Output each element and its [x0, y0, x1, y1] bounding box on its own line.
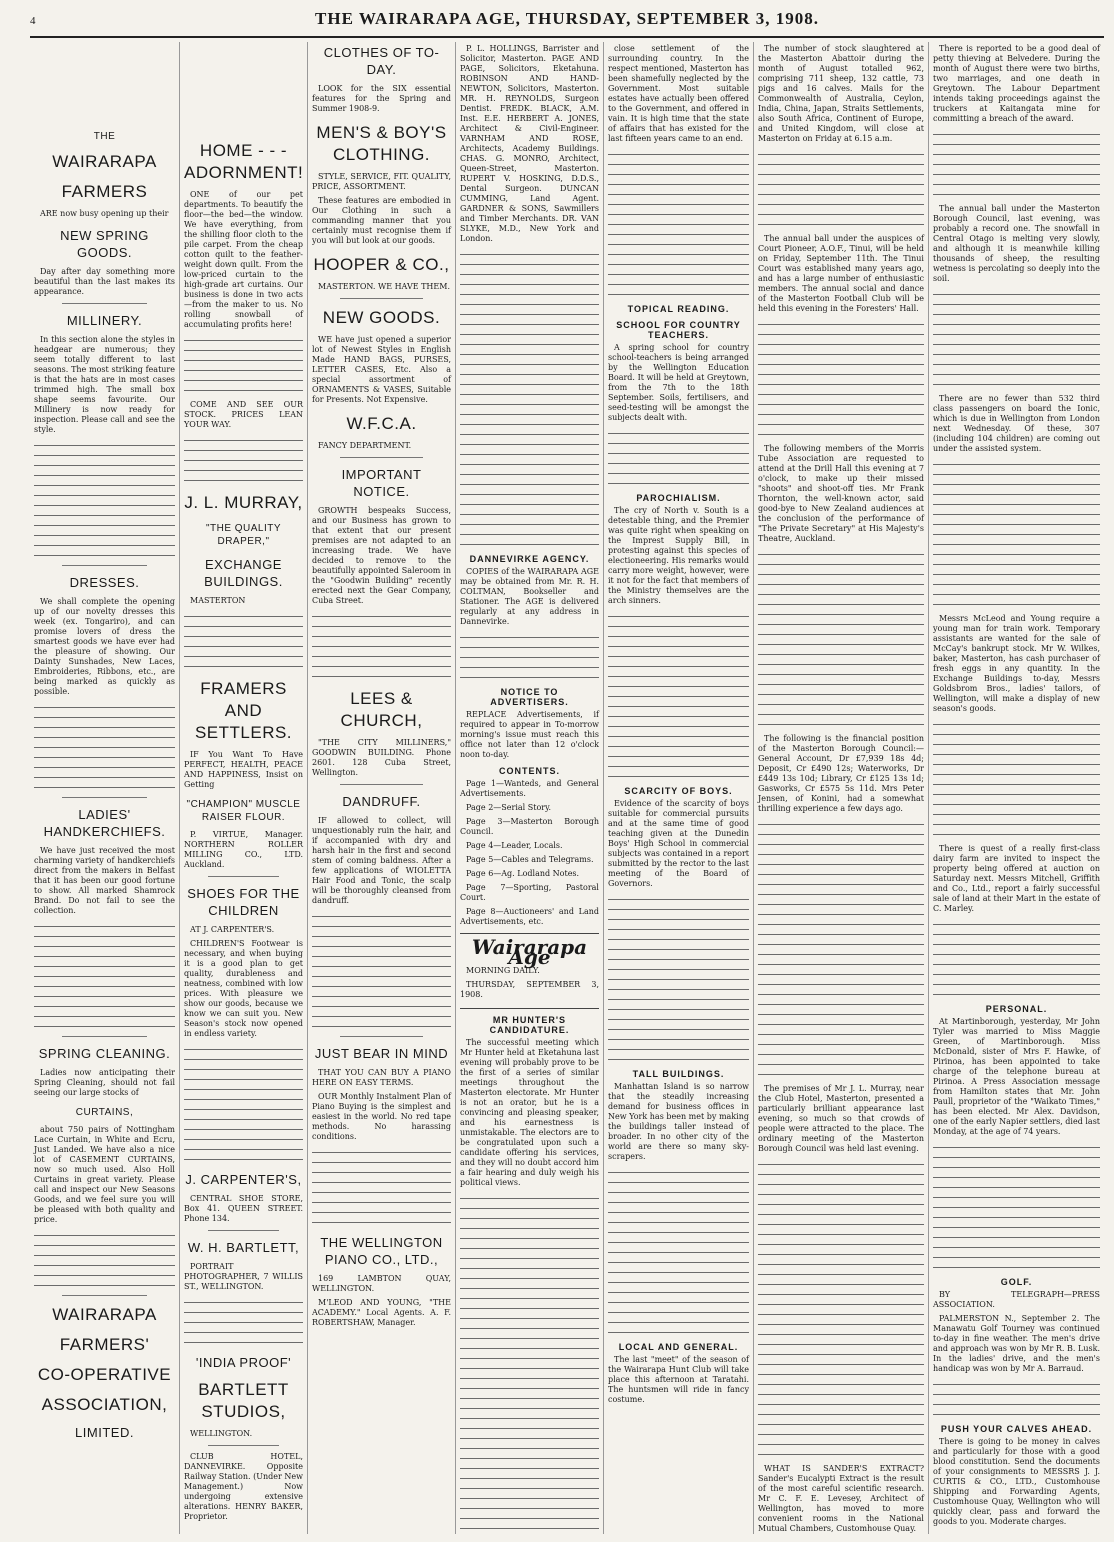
col6-body-c: The following members of the Morris Tube Association are requested to attend at the Drill Hall this evening at 7 o'clock, to make up their missed "shoots" and shoot-off ties. Mr Frank Thornton, the well-known actor, said good-bye to New Zealand audiences at the conclusion of the performance of "The Private Secretary" at His Majesty's Theatre, Auckland. [758, 444, 924, 543]
calves-head: PUSH YOUR CALVES AHEAD. [940, 1424, 1093, 1434]
wfca-sub: FANCY DEPARTMENT. [318, 441, 412, 450]
column-2 [180, 42, 308, 1534]
col6-body-e: The premises of Mr J. L. Murray, near the Club Hotel, Masterton, presented a particularly brilliant appearance last evening, so much so that crowds of people were attracted to the place. The ordinary meeting of the Masterton Borough Council was held last evening. [758, 1084, 924, 1153]
shoes-head: SHOES FOR THE CHILDREN [187, 886, 300, 918]
murray-head: J. L. MURRAY, [184, 493, 303, 512]
bear-sub: THAT YOU CAN BUY A PIANO HERE ON EASY TERMS. [312, 1068, 451, 1087]
lees-head: LEES & CHURCH, [340, 689, 423, 730]
parochial-head: PAROCHIALISM. [636, 493, 721, 503]
mens-list: STYLE, SERVICE, FIT. QUALITY, PRICE, ASSORTMENT. [312, 172, 451, 191]
paper-sub: MORNING DAILY. [466, 966, 540, 975]
contents-item: Page 5—Cables and Telegrams. [466, 855, 594, 864]
hunter-head: MR HUNTER'S CANDIDATURE. [489, 1015, 570, 1035]
contents-item: Page 6—Ag. Lodland Notes. [466, 869, 580, 878]
col7-body-b: The annual ball under the Masterton Borough Council, last evening, was probably a record one. The snowfall in Central Otago is melting very slowly, and although it is meanwhile killing thousands of sheep, the resulting wetness is percolating so deeply into the soil. [933, 204, 1100, 283]
carpenter-sub: CENTRAL SHOE STORE, Box 41. QUEEN STREET. Phone 134. [184, 1194, 303, 1223]
column-5 [604, 42, 754, 1534]
golf-head: GOLF. [1000, 1277, 1033, 1287]
new-goods-body: WE have just opened a superior lot of Newest Styles in English Made HAND BAGS, PURSES, LETTER CASES, Etc. Also a special assortment of ORNAMENTS & VASES, Suitable for Presents. Not Expensive. [312, 335, 451, 404]
col7-body-e: There is quest of a really first-class dairy farm are invited to inspect the property being offered at auction on Saturday next. Messrs Mitchell, Griffith and Co., Ltd., report a fairly successful sale of land at their Mart in the estate of C. Marley. [933, 844, 1100, 913]
piano-sub: 169 LAMBTON QUAY, WELLINGTON. [312, 1274, 451, 1293]
school-body: A spring school for country school-teachers is being arranged by the Wellington Education Board. It will be held at Greytown, from the 7th to the 18th September. Soils, fertilisers, and seed-testing will be amongst the subjects dealt with. [608, 343, 749, 422]
col7-body-a: There is reported to be a good deal of petty thieving at Belvedere. During the month of August there were two births, two marriages, and one death in Greytown. The Labour Department intends taking proceedings against the truckers at Kaitangata mine for committing a breach of the award. [933, 44, 1100, 123]
carpenter-head: J. CARPENTER'S, [185, 1172, 302, 1187]
col7-body-d: Messrs McLeod and Young require a young man for train work. Temporary assistants are wanted for the sale of McCay's bankrupt stock. Mr W. Wilkes, baker, Masterton, has cash purchaser of fresh eggs in any quantity. In the Exchange Buildings to-day, Messrs Goldsbrom Bros., ladies' tailors, of Wellington, will make a display of new season's goods. [933, 614, 1100, 713]
mcleod: M'LEOD AND YOUNG, "THE ACADEMY." Local Agents. A. F. ROBERTSHAW, Manager. [312, 1298, 451, 1327]
clothes-body: LOOK for the SIX essential features for the Spring and Summer 1908-9. [312, 84, 451, 113]
coop-cooperative: CO-OPERATIVE [37, 1365, 172, 1384]
contents-item: Page 7—Sporting, Pastoral Court. [460, 883, 599, 902]
topical-head: TOPICAL READING. [627, 304, 730, 314]
personal-head: PERSONAL. [985, 1004, 1048, 1014]
column-6 [754, 42, 929, 1534]
clothes-head: CLOTHES OF TO-DAY. [323, 45, 440, 77]
page-number: 4 [30, 15, 37, 27]
come-see: COME AND SEE OUR STOCK. PRICES LEAN YOUR WAY. [184, 400, 303, 429]
millinery-body: In this section alone the styles in headgear are numerous; they seem totally different to last seasons. The most striking feature is that the hats are in most cases trimmed high. The small box shape seems favourite. Our Millinery is now ready for inspection. Please call and see the style. [34, 335, 175, 434]
bear-body: OUR Monthly Instalment Plan of Piano Buying is the simplest and easiest in the world. No red tape methods. No harassing conditions. [312, 1092, 451, 1141]
bartlett-studios: BARTLETT STUDIOS, [198, 1380, 289, 1421]
club-hotel: CLUB HOTEL, DANNEVIRKE. Opposite Railway Station. (Under New Management.) Now undergoing extensive alterations. HENRY BAKER, Proprietor. [184, 1452, 303, 1521]
millinery-head: MILLINERY. [66, 313, 143, 328]
coop-association: ASSOCIATION, [41, 1395, 168, 1414]
column-1 [30, 42, 180, 1534]
curtains-head: CURTAINS, [75, 1107, 134, 1118]
bartlett-head: W. H. BARTLETT, [187, 1240, 300, 1255]
hooper-sub: MASTERTON. WE HAVE THEM. [318, 282, 450, 291]
scarcity-head: SCARCITY OF BOYS. [624, 786, 733, 796]
parochial-body: The cry of North v. South is a detestable thing, and the Premier was quite right when speaking on the Imprest Supply Bill, in protesting against this species of electioneering. His remarks would carry more weight, however, were it not for the fact that members of the Ministry themselves are the arch sinners. [608, 506, 749, 605]
dresses-head: DRESSES. [69, 575, 140, 590]
bartlett-sub: PORTRAIT PHOTOGRAPHER, 7 WILLIS ST., WELLINGTON. [184, 1262, 303, 1291]
champion-flour: "CHAMPION" MUSCLE RAISER FLOUR. [186, 799, 301, 823]
brand-farmers: FARMERS [61, 182, 148, 201]
advertisers-body: REPLACE Advertisements, if required to appear in To-morrow morning's issue must reach this office not later than 12 o'clock noon to-day. [460, 710, 599, 759]
brand-the: THE [93, 131, 116, 142]
local-body: The last "meet" of the season of the Wairarapa Hunt Club will take place this afternoon at Taratahi. The huntsmen will ride in fancy costume. [608, 1355, 749, 1404]
champion-manager: P. VIRTUE, Manager. NORTHERN ROLLER MILLING CO., LTD. Auckland. [184, 830, 303, 869]
framers-head: FRAMERS AND SETTLERS. [194, 679, 293, 742]
column-3 [308, 42, 456, 1534]
coop-farmers: FARMERS' [59, 1335, 150, 1354]
studios-town: WELLINGTON. [190, 1429, 253, 1438]
hunter-body: The successful meeting which Mr Hunter held at Eketahuna last evening will probably prove to be the first of a series of similar meetings throughout the Masterton electorate. Mr Hunter is not an orator, but he is a convincing and pleasing speaker, and his earnestness is unmistakable. The electors are to be congratulated upon such a candidate offering his services, and they will no doubt accord him a fair hearing and duly weigh his political views. [460, 1038, 599, 1187]
curtains-body: about 750 pairs of Nottingham Lace Curtain, in White and Ecru, Just Landed. We have also a nice lot of CASEMENT CURTAINS, now so much used. Also Holl Curtains in great variety. Please call and inspect our New Seasons Goods, and we feel sure you will be pleased with both quality and price. [34, 1125, 175, 1224]
murray-town: MASTERTON [190, 596, 246, 605]
col6-body-d: The following is the financial position of the Masterton Borough Council:—General Account, Dr £7,939 18s 4d; Deposit, Cr £490 12s; Waterworks, Dr £449 13s 10d; Library, Cr £125 13s 1d; Gasworks, Cr £575 5s 11d. Mrs Peter Jensen, of Konini, had a somewhat thrilling experience a few days ago. [758, 734, 924, 813]
piano-head: THE WELLINGTON PIANO CO., LTD., [320, 1235, 443, 1267]
col7-body-c: There are no fewer than 532 third class passengers on board the Ionic, which is due in Wellington from London next Wednesday. Of these, 307 (including 104 children) are coming out under the assisted system. [933, 394, 1100, 453]
handkerchiefs-body: We have just received the most charming variety of handkerchiefs direct from the makers in Belfast that it has been our good fortune to show. All marked Shamrock Brand. Do not fail to see the collection. [34, 846, 175, 915]
mens-head: MEN'S & BOY'S CLOTHING. [316, 123, 447, 164]
dandruff-body: IF allowed to collect, will unquestionably ruin the hair, and if accompanied with dry and harsh hair in the first and second stem of coming baldness. After a few applications of WIOLETTA Hair Food and Tonic, the scalp will be thoroughly cleansed from dandruff. [312, 816, 451, 905]
wfca: W.F.C.A. [346, 414, 417, 433]
contents-item: Page 8—Auctioneers' and Land Advertisements, etc. [460, 907, 599, 926]
framers-body: IF You Want To Have PERFECT, HEALTH, PEACE AND HAPPINESS, Insist on Getting [184, 750, 303, 789]
bear-head: JUST BEAR IN MIND [314, 1046, 449, 1061]
col6-body-f: WHAT IS SANDER'S EXTRACT? Sander's Eucalypti Extract is the result of the most careful scientific research. Mr C. F. E. Levesey, Architect of Wellington, has moved to more convenient rooms in the National Mutual Chambers, Customhouse Quay. [758, 1464, 924, 1533]
coop-wairarapa: WAIRARAPA [52, 1305, 157, 1324]
advertisers-head: NOTICE TO ADVERTISERS. [490, 687, 569, 707]
spring-intro: ARE now busy opening up their [40, 209, 169, 218]
cleaning-body: Ladies now anticipating their Spring Cleaning, should not fail seeing our large stocks of [34, 1068, 175, 1097]
mens-body: These features are embodied in Our Clothing in such a commanding manner that you certainly must recognise them if you will but look at our goods. [312, 196, 451, 245]
local-head: LOCAL AND GENERAL. [618, 1342, 739, 1352]
columns [30, 42, 1104, 1534]
new-goods-head: NEW GOODS. [322, 308, 441, 327]
coop-limited: LIMITED. [75, 1425, 134, 1440]
col6-body-b: The annual ball under the auspices of Court Pioneer, A.O.F., Tinui, will be held on Friday, September 11th. The Tinui Court was established many years ago, and has a large number of enthusiastic members. The annual social and dance of the Masterton Football Club will be held this evening in the Foresters' Hall. [758, 234, 924, 313]
golf-sub: BY TELEGRAPH—PRESS ASSOCIATION. [933, 1290, 1100, 1309]
shoes-body: CHILDREN'S Footwear is necessary, and when buying it is a good plan to get quality, durableness and neatness, combined with low prices. With pleasure we show our goods, because we know we can suit you. New Season's stock now opened in endless variety. [184, 939, 303, 1038]
murray-place: EXCHANGE BUILDINGS. [204, 557, 283, 589]
golf-body: PALMERSTON N., September 2. The Manawatu Golf Tourney was continued to-day in fine weather. The men's drive and approach was won by Mr R. B. Lusk. In the ladies' drive, and the men's handicap was won by Mr A. Barraud. [933, 1314, 1100, 1373]
notice-head: IMPORTANT NOTICE. [341, 467, 422, 499]
tall-head: TALL BUILDINGS. [632, 1069, 725, 1079]
contents-head: CONTENTS. [498, 766, 560, 776]
personal-body: At Martinborough, yesterday, Mr John Tyler was married to Miss Maggie Green, of Martinborough. Miss McDonald, sister of Mrs F. Hawke, of Pirinoa, has been appointed to take charge of the telephone bureau at Pirinoa. A Press Association message from Hamilton states that Mr. John Paull, proprietor of the "Waikato Times," has been elected. Mr Alex. Davidson, one of the early Napier settlers, died last Monday, at the age of 74 years. [933, 1017, 1101, 1136]
dannevirke-head: DANNEVIRKE AGENCY. [469, 554, 590, 564]
tall-body: Manhattan Island is so narrow that the steadily increasing demand for business offices in New York has been met by making the buildings taller instead of broader. In no other city of the world are there so many sky-scrapers. [608, 1082, 749, 1161]
paper-nameplate: Wairarapa Age [471, 935, 588, 969]
notice-body: GROWTH bespeaks Success, and our Business has grown to that extent that our present premises are not adapted to an increasing trade. We have decided to remove to the beautifully appointed Saleroom in the "Goodwin Building" recently erected next the Gear Company, Cuba Street. [312, 506, 451, 605]
home-adornment-head: HOME - - - ADORNMENT! [184, 141, 304, 182]
dannevirke-body: COPIES of the WAIRARAPA AGE may be obtained from Mr. R. H. COLTMAN, Bookseller and Stationer. The AGE is delivered regularly at any address in Dannevirke. [460, 567, 599, 626]
column-4 [456, 42, 604, 1534]
spring-body: Day after day something more beautiful than the last makes its appearance. [34, 267, 175, 296]
column-7 [929, 42, 1104, 1534]
school-head: SCHOOL FOR COUNTRY TEACHERS. [616, 320, 741, 340]
shoes-at: AT J. CARPENTER'S. [190, 925, 275, 934]
hooper-head: HOOPER & CO., [313, 255, 450, 274]
masthead [30, 9, 1104, 38]
contents-item: Page 1—Wanteds, and General Advertisements. [460, 779, 599, 798]
contents-item: Page 3—Masterton Borough Council. [460, 817, 599, 836]
contents-item: Page 2—Serial Story. [466, 803, 552, 812]
calves-body: There is going to be money in calves and particularly for those with a good blood constitution. Send the documents of your consignments to MESSRS J. J. CURTIS & CO., LTD., Customhouse Shipping and Forwarding Agents, Customhouse Quay, Wellington who will quickly clear, pass and forward the goods to you. Moderate charges. [933, 1437, 1100, 1526]
contents-item: Page 4—Leader, Locals. [466, 841, 563, 850]
lead-body: close settlement of the surrounding country. In the respect mentioned, Masterton has been shamefully neglected by the Government. Most suitable estates have actually been offered to the Government, and offered in vain. It is high time that the state of affairs that has existed for the last fifteen years came to an end. [608, 44, 749, 143]
dandruff-head: DANDRUFF. [342, 794, 421, 809]
professional-cards: P. L. HOLLINGS, Barrister and Solicitor, Masterton. PAGE AND PAGE, Solicitors, Eketahuna. ROBINSON AND HAND-NEWTON, Solicitors, Masterton. MR. H. REYNOLDS, Surgeon Dentist. FREDK. BLACK, A.M. Inst. E.E. HERBERT A. JONES, Architect & Civil-Engineer. VARNHAM AND ROSE, Architects, Academy Buildings. CHAS. G. MONRO, Architect, Queen-Street, Masterton. RUPERT V. HOSKING, D.D.S., Dental Surgeon. DUNCAN CUMMING, Land Agent. GARDNER & SONS, Sawmillers and Timber Merchants. DR. VAN SLYKE, M.D., New York and London. [460, 44, 599, 243]
lees-sub: "THE CITY MILLINERS," GOODWIN BUILDING. Phone 2601. 128 Cuba Street, Wellington. [312, 738, 451, 777]
handkerchiefs-head: LADIES' HANDKERCHIEFS. [43, 807, 166, 839]
home-adornment-body: ONE of our pet departments. To beautify the floor—the bed—the window. We have everything, from the shilling floor cloth to the pile carpet. From the cheap cotton quilt to the feather-weight down quilt. From the low-priced curtain to the high-grade art curtains. Our business is done in two acts—from the maker to us. No rolling snowball of accumulating profits here! [184, 190, 303, 329]
cleaning-head: SPRING CLEANING. [38, 1046, 171, 1061]
paper-date: THURSDAY, SEPTEMBER 3, 1908. [460, 980, 599, 999]
india-proof: 'INDIA PROOF' [195, 1355, 292, 1370]
murray-sub: "THE QUALITY DRAPER," [205, 523, 282, 547]
masthead-title: THE WAIRARAPA AGE, THURSDAY, SEPTEMBER 3, 1908. [315, 9, 819, 28]
col6-body-a: The number of stock slaughtered at the Masterton Abattoir during the month of August totalled 962, comprising 711 sheep, 132 cattle, 73 pigs and 16 calves. Mails for the Commonwealth of Australia, Ceylon, India, China, Japan, Straits Settlements, also South Africa, Continent of Europe, and United Kingdom, will close at Masterton on Friday at 6.15 a.m. [758, 44, 924, 143]
scarcity-body: Evidence of the scarcity of boys suitable for commercial pursuits and at the same time of good teaching given at the Dunedin Boys' High School in commercial subjects was contained in a report submitted by the rector to the last meeting of the Board of Governors. [608, 799, 749, 888]
spring-head: NEW SPRING GOODS. [60, 228, 149, 260]
brand-wairarapa: WAIRARAPA [52, 152, 157, 171]
dresses-body: We shall complete the opening up of our novelty dresses this week (ex. Tongariro), and can promise lovers of dress the smartest goods we have ever had the pleasure of showing. Our Dainty Sunshades, New Laces, Embroideries, Ribbons, etc., are being marked as quickly as possible. [34, 597, 175, 696]
